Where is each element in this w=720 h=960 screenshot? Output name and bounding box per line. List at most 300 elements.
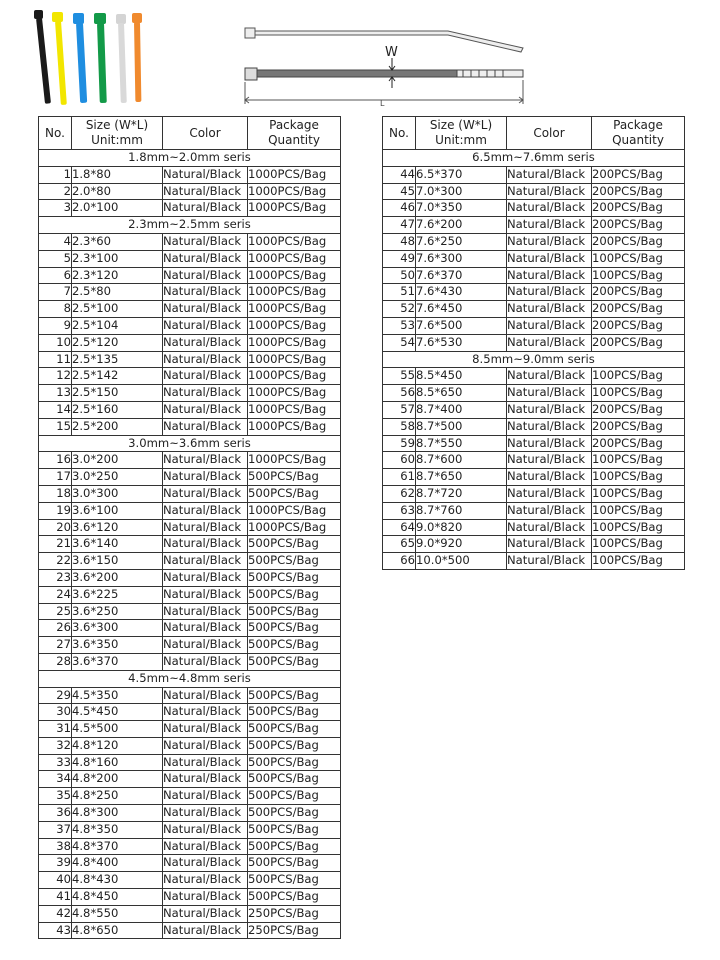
- package-cell: 1000PCS/Bag: [248, 166, 341, 183]
- row-number: 12: [39, 368, 72, 385]
- package-cell: 200PCS/Bag: [592, 166, 685, 183]
- table-row: [39, 250, 341, 267]
- table-row: [39, 452, 341, 469]
- size-cell: 9.0*920: [416, 536, 507, 553]
- table-row: [39, 653, 341, 670]
- size-cell: 7.6*300: [416, 250, 507, 267]
- package-cell: 1000PCS/Bag: [248, 301, 341, 318]
- package-cell: 200PCS/Bag: [592, 334, 685, 351]
- table-row: [39, 284, 341, 301]
- row-number: 47: [383, 217, 416, 234]
- size-cell: 3.6*100: [72, 502, 163, 519]
- row-number: 13: [39, 385, 72, 402]
- package-cell: 1000PCS/Bag: [248, 334, 341, 351]
- row-number: 42: [39, 905, 72, 922]
- table-row: [383, 553, 685, 570]
- row-number: 5: [39, 250, 72, 267]
- table-row: [39, 267, 341, 284]
- color-cell: Natural/Black: [163, 889, 248, 906]
- size-cell: 4.8*400: [72, 855, 163, 872]
- row-number: 17: [39, 469, 72, 486]
- row-number: 22: [39, 553, 72, 570]
- color-cell: Natural/Black: [163, 872, 248, 889]
- row-number: 9: [39, 317, 72, 334]
- color-cell: Natural/Black: [507, 284, 592, 301]
- color-cell: Natural/Black: [507, 536, 592, 553]
- series-row: [383, 150, 685, 167]
- color-cell: Natural/Black: [507, 267, 592, 284]
- table-row: [39, 603, 341, 620]
- header-package: Package Quantity: [248, 117, 341, 150]
- package-cell: 1000PCS/Bag: [248, 250, 341, 267]
- package-cell: 1000PCS/Bag: [248, 284, 341, 301]
- size-cell: 8.7*500: [416, 418, 507, 435]
- color-cell: Natural/Black: [163, 485, 248, 502]
- row-number: 2: [39, 183, 72, 200]
- header-package: Package Quantity: [592, 117, 685, 150]
- size-cell: 2.3*60: [72, 233, 163, 250]
- color-cell: Natural/Black: [163, 771, 248, 788]
- row-number: 43: [39, 922, 72, 939]
- series-row: [39, 670, 341, 687]
- cable-ties-photo: [28, 8, 158, 106]
- package-cell: 1000PCS/Bag: [248, 519, 341, 536]
- color-cell: Natural/Black: [163, 368, 248, 385]
- package-cell: 200PCS/Bag: [592, 401, 685, 418]
- package-cell: 500PCS/Bag: [248, 603, 341, 620]
- table-row: [39, 805, 341, 822]
- row-number: 19: [39, 502, 72, 519]
- table-row: [39, 519, 341, 536]
- color-cell: Natural/Black: [163, 267, 248, 284]
- size-cell: 3.0*250: [72, 469, 163, 486]
- package-cell: 100PCS/Bag: [592, 452, 685, 469]
- table-row: [39, 485, 341, 502]
- package-cell: 200PCS/Bag: [592, 233, 685, 250]
- size-cell: 4.5*350: [72, 687, 163, 704]
- color-cell: Natural/Black: [163, 569, 248, 586]
- package-cell: 500PCS/Bag: [248, 838, 341, 855]
- table-row: [383, 217, 685, 234]
- color-cell: Natural/Black: [507, 183, 592, 200]
- table-row: [39, 301, 341, 318]
- table-row: [39, 637, 341, 654]
- color-cell: Natural/Black: [163, 586, 248, 603]
- package-cell: 100PCS/Bag: [592, 469, 685, 486]
- color-cell: Natural/Black: [163, 754, 248, 771]
- color-cell: Natural/Black: [507, 435, 592, 452]
- size-cell: 2.0*80: [72, 183, 163, 200]
- row-number: 51: [383, 284, 416, 301]
- row-number: 8: [39, 301, 72, 318]
- package-cell: 100PCS/Bag: [592, 536, 685, 553]
- row-number: 58: [383, 418, 416, 435]
- package-cell: 500PCS/Bag: [248, 704, 341, 721]
- color-cell: Natural/Black: [163, 737, 248, 754]
- row-number: 59: [383, 435, 416, 452]
- row-number: 49: [383, 250, 416, 267]
- side-view: [245, 28, 523, 52]
- color-cell: Natural/Black: [163, 536, 248, 553]
- size-cell: 3.0*200: [72, 452, 163, 469]
- table-row: [383, 435, 685, 452]
- package-cell: 250PCS/Bag: [248, 905, 341, 922]
- row-number: 41: [39, 889, 72, 906]
- size-cell: 9.0*820: [416, 519, 507, 536]
- size-cell: 4.8*250: [72, 788, 163, 805]
- tie-orange: [132, 13, 142, 102]
- size-cell: 2.5*150: [72, 385, 163, 402]
- color-cell: Natural/Black: [163, 553, 248, 570]
- header-color: Color: [163, 117, 248, 150]
- package-cell: 500PCS/Bag: [248, 821, 341, 838]
- package-cell: 100PCS/Bag: [592, 385, 685, 402]
- table-row: [383, 301, 685, 318]
- color-cell: Natural/Black: [163, 687, 248, 704]
- size-cell: 2.3*100: [72, 250, 163, 267]
- table-row: [39, 586, 341, 603]
- table-row: [383, 385, 685, 402]
- table-row: [39, 721, 341, 738]
- size-cell: 4.8*370: [72, 838, 163, 855]
- row-number: 28: [39, 653, 72, 670]
- table-row: [39, 737, 341, 754]
- table-row: [383, 519, 685, 536]
- table-row: [383, 200, 685, 217]
- header-size: Size (W*L) Unit:mm: [416, 117, 507, 150]
- row-number: 57: [383, 401, 416, 418]
- spec-table-left: [38, 116, 341, 939]
- color-cell: Natural/Black: [507, 368, 592, 385]
- row-number: 54: [383, 334, 416, 351]
- color-cell: Natural/Black: [163, 637, 248, 654]
- color-cell: Natural/Black: [507, 553, 592, 570]
- color-cell: Natural/Black: [163, 452, 248, 469]
- color-cell: Natural/Black: [163, 166, 248, 183]
- package-cell: 500PCS/Bag: [248, 485, 341, 502]
- size-cell: 7.6*430: [416, 284, 507, 301]
- color-cell: Natural/Black: [507, 250, 592, 267]
- row-number: 55: [383, 368, 416, 385]
- package-cell: 500PCS/Bag: [248, 553, 341, 570]
- size-cell: 7.0*300: [416, 183, 507, 200]
- package-cell: 1000PCS/Bag: [248, 418, 341, 435]
- table-row: [39, 838, 341, 855]
- series-label: 6.5mm~7.6mm seris: [383, 150, 685, 167]
- series-row: [39, 435, 341, 452]
- row-number: 44: [383, 166, 416, 183]
- color-cell: Natural/Black: [163, 284, 248, 301]
- size-cell: 7.0*350: [416, 200, 507, 217]
- row-number: 48: [383, 233, 416, 250]
- package-cell: 500PCS/Bag: [248, 569, 341, 586]
- table-row: [39, 553, 341, 570]
- table-row: [383, 317, 685, 334]
- package-cell: 500PCS/Bag: [248, 855, 341, 872]
- size-cell: 4.5*450: [72, 704, 163, 721]
- table-row: [39, 620, 341, 637]
- row-number: 66: [383, 553, 416, 570]
- color-cell: Natural/Black: [163, 401, 248, 418]
- color-cell: Natural/Black: [163, 519, 248, 536]
- color-cell: Natural/Black: [163, 301, 248, 318]
- size-cell: 3.0*300: [72, 485, 163, 502]
- table-row: [383, 284, 685, 301]
- row-number: 21: [39, 536, 72, 553]
- header-no: No.: [39, 117, 72, 150]
- size-cell: 3.6*200: [72, 569, 163, 586]
- size-cell: 3.6*350: [72, 637, 163, 654]
- color-cell: Natural/Black: [163, 805, 248, 822]
- table-row: [383, 334, 685, 351]
- size-cell: 4.8*550: [72, 905, 163, 922]
- package-cell: 500PCS/Bag: [248, 721, 341, 738]
- color-cell: Natural/Black: [507, 469, 592, 486]
- color-cell: Natural/Black: [507, 485, 592, 502]
- row-number: 4: [39, 233, 72, 250]
- table-row: [39, 183, 341, 200]
- row-number: 25: [39, 603, 72, 620]
- size-cell: 8.7*720: [416, 485, 507, 502]
- size-cell: 7.6*250: [416, 233, 507, 250]
- table-row: [39, 233, 341, 250]
- package-cell: 100PCS/Bag: [592, 502, 685, 519]
- size-cell: 7.6*500: [416, 317, 507, 334]
- size-cell: 3.6*150: [72, 553, 163, 570]
- table-row: [39, 401, 341, 418]
- package-cell: 1000PCS/Bag: [248, 452, 341, 469]
- length-label: L: [380, 99, 385, 106]
- package-cell: 1000PCS/Bag: [248, 385, 341, 402]
- cable-tie-dimension-diagram: [238, 22, 538, 106]
- package-cell: 500PCS/Bag: [248, 788, 341, 805]
- row-number: 6: [39, 267, 72, 284]
- color-cell: Natural/Black: [163, 788, 248, 805]
- package-cell: 100PCS/Bag: [592, 485, 685, 502]
- size-cell: 8.7*600: [416, 452, 507, 469]
- row-number: 63: [383, 502, 416, 519]
- row-number: 20: [39, 519, 72, 536]
- package-cell: 1000PCS/Bag: [248, 183, 341, 200]
- color-cell: Natural/Black: [163, 721, 248, 738]
- package-cell: 100PCS/Bag: [592, 519, 685, 536]
- size-cell: 8.5*650: [416, 385, 507, 402]
- size-cell: 1.8*80: [72, 166, 163, 183]
- size-cell: 3.6*140: [72, 536, 163, 553]
- size-cell: 4.8*160: [72, 754, 163, 771]
- row-number: 61: [383, 469, 416, 486]
- color-cell: Natural/Black: [507, 233, 592, 250]
- table-row: [383, 250, 685, 267]
- table-row: [383, 183, 685, 200]
- color-cell: Natural/Black: [163, 603, 248, 620]
- table-row: [39, 200, 341, 217]
- color-cell: Natural/Black: [163, 418, 248, 435]
- row-number: 11: [39, 351, 72, 368]
- row-number: 15: [39, 418, 72, 435]
- color-cell: Natural/Black: [163, 200, 248, 217]
- row-number: 38: [39, 838, 72, 855]
- package-cell: 500PCS/Bag: [248, 754, 341, 771]
- color-cell: Natural/Black: [163, 838, 248, 855]
- package-cell: 500PCS/Bag: [248, 805, 341, 822]
- package-cell: 500PCS/Bag: [248, 687, 341, 704]
- row-number: 39: [39, 855, 72, 872]
- color-cell: Natural/Black: [163, 233, 248, 250]
- color-cell: Natural/Black: [163, 351, 248, 368]
- package-cell: 500PCS/Bag: [248, 872, 341, 889]
- row-number: 35: [39, 788, 72, 805]
- header-color: Color: [507, 117, 592, 150]
- package-cell: 100PCS/Bag: [592, 553, 685, 570]
- color-cell: Natural/Black: [507, 334, 592, 351]
- row-number: 14: [39, 401, 72, 418]
- row-number: 60: [383, 452, 416, 469]
- size-cell: 4.5*500: [72, 721, 163, 738]
- table-row: [39, 368, 341, 385]
- series-label: 3.0mm~3.6mm seris: [39, 435, 341, 452]
- row-number: 40: [39, 872, 72, 889]
- row-number: 64: [383, 519, 416, 536]
- row-number: 45: [383, 183, 416, 200]
- color-cell: Natural/Black: [507, 200, 592, 217]
- size-cell: 10.0*500: [416, 553, 507, 570]
- series-row: [39, 150, 341, 167]
- package-cell: 200PCS/Bag: [592, 183, 685, 200]
- size-cell: 2.5*104: [72, 317, 163, 334]
- color-cell: Natural/Black: [163, 704, 248, 721]
- size-cell: 4.8*200: [72, 771, 163, 788]
- table-row: [39, 821, 341, 838]
- package-cell: 1000PCS/Bag: [248, 351, 341, 368]
- size-cell: 2.5*120: [72, 334, 163, 351]
- package-cell: 100PCS/Bag: [592, 368, 685, 385]
- table-row: [39, 855, 341, 872]
- row-number: 62: [383, 485, 416, 502]
- color-cell: Natural/Black: [507, 166, 592, 183]
- package-cell: 200PCS/Bag: [592, 301, 685, 318]
- top-view: [245, 68, 523, 80]
- series-label: 2.3mm~2.5mm seris: [39, 217, 341, 234]
- table-row: [39, 166, 341, 183]
- size-cell: 7.6*530: [416, 334, 507, 351]
- package-cell: 1000PCS/Bag: [248, 502, 341, 519]
- size-cell: 4.8*120: [72, 737, 163, 754]
- row-number: 10: [39, 334, 72, 351]
- size-cell: 3.6*250: [72, 603, 163, 620]
- table-row: [39, 334, 341, 351]
- size-cell: 3.6*120: [72, 519, 163, 536]
- package-cell: 100PCS/Bag: [592, 250, 685, 267]
- color-cell: Natural/Black: [507, 502, 592, 519]
- tie-white: [116, 14, 127, 103]
- tie-blue: [73, 13, 87, 103]
- package-cell: 500PCS/Bag: [248, 653, 341, 670]
- table-row: [39, 569, 341, 586]
- size-cell: 2.3*120: [72, 267, 163, 284]
- table-row: [383, 166, 685, 183]
- table-row: [383, 368, 685, 385]
- size-cell: 4.8*450: [72, 889, 163, 906]
- package-cell: 1000PCS/Bag: [248, 368, 341, 385]
- color-cell: Natural/Black: [507, 385, 592, 402]
- size-cell: 7.6*370: [416, 267, 507, 284]
- row-number: 33: [39, 754, 72, 771]
- color-cell: Natural/Black: [163, 469, 248, 486]
- row-number: 27: [39, 637, 72, 654]
- color-cell: Natural/Black: [163, 250, 248, 267]
- table-row: [39, 502, 341, 519]
- table-row: [383, 267, 685, 284]
- size-cell: 8.7*650: [416, 469, 507, 486]
- table-row: [383, 452, 685, 469]
- color-cell: Natural/Black: [163, 317, 248, 334]
- series-label: 4.5mm~4.8mm seris: [39, 670, 341, 687]
- size-cell: 4.8*650: [72, 922, 163, 939]
- table-header-row: [39, 117, 341, 150]
- row-number: 30: [39, 704, 72, 721]
- package-cell: 1000PCS/Bag: [248, 200, 341, 217]
- size-cell: 4.8*350: [72, 821, 163, 838]
- table-row: [39, 922, 341, 939]
- table-row: [39, 687, 341, 704]
- tie-green: [94, 13, 107, 103]
- package-cell: 1000PCS/Bag: [248, 233, 341, 250]
- color-cell: Natural/Black: [507, 452, 592, 469]
- color-cell: Natural/Black: [163, 821, 248, 838]
- table-row: [383, 536, 685, 553]
- row-number: 18: [39, 485, 72, 502]
- table-row: [39, 385, 341, 402]
- package-cell: 1000PCS/Bag: [248, 267, 341, 284]
- package-cell: 500PCS/Bag: [248, 737, 341, 754]
- color-cell: Natural/Black: [163, 905, 248, 922]
- series-row: [383, 351, 685, 368]
- table-row: [39, 889, 341, 906]
- table-row: [39, 469, 341, 486]
- color-cell: Natural/Black: [163, 183, 248, 200]
- table-row: [39, 351, 341, 368]
- row-number: 7: [39, 284, 72, 301]
- row-number: 3: [39, 200, 72, 217]
- size-cell: 2.5*142: [72, 368, 163, 385]
- series-label: 8.5mm~9.0mm seris: [383, 351, 685, 368]
- row-number: 36: [39, 805, 72, 822]
- row-number: 56: [383, 385, 416, 402]
- row-number: 31: [39, 721, 72, 738]
- package-cell: 500PCS/Bag: [248, 620, 341, 637]
- table-row: [39, 536, 341, 553]
- color-cell: Natural/Black: [163, 385, 248, 402]
- series-row: [39, 217, 341, 234]
- row-number: 65: [383, 536, 416, 553]
- spec-table-right: [382, 116, 685, 570]
- size-cell: 8.7*550: [416, 435, 507, 452]
- package-cell: 1000PCS/Bag: [248, 317, 341, 334]
- size-cell: 2.0*100: [72, 200, 163, 217]
- color-cell: Natural/Black: [507, 401, 592, 418]
- color-cell: Natural/Black: [507, 519, 592, 536]
- row-number: 34: [39, 771, 72, 788]
- width-label: W: [385, 45, 398, 60]
- package-cell: 250PCS/Bag: [248, 922, 341, 939]
- color-cell: Natural/Black: [163, 653, 248, 670]
- row-number: 26: [39, 620, 72, 637]
- package-cell: 200PCS/Bag: [592, 284, 685, 301]
- row-number: 24: [39, 586, 72, 603]
- size-cell: 2.5*100: [72, 301, 163, 318]
- size-cell: 4.8*430: [72, 872, 163, 889]
